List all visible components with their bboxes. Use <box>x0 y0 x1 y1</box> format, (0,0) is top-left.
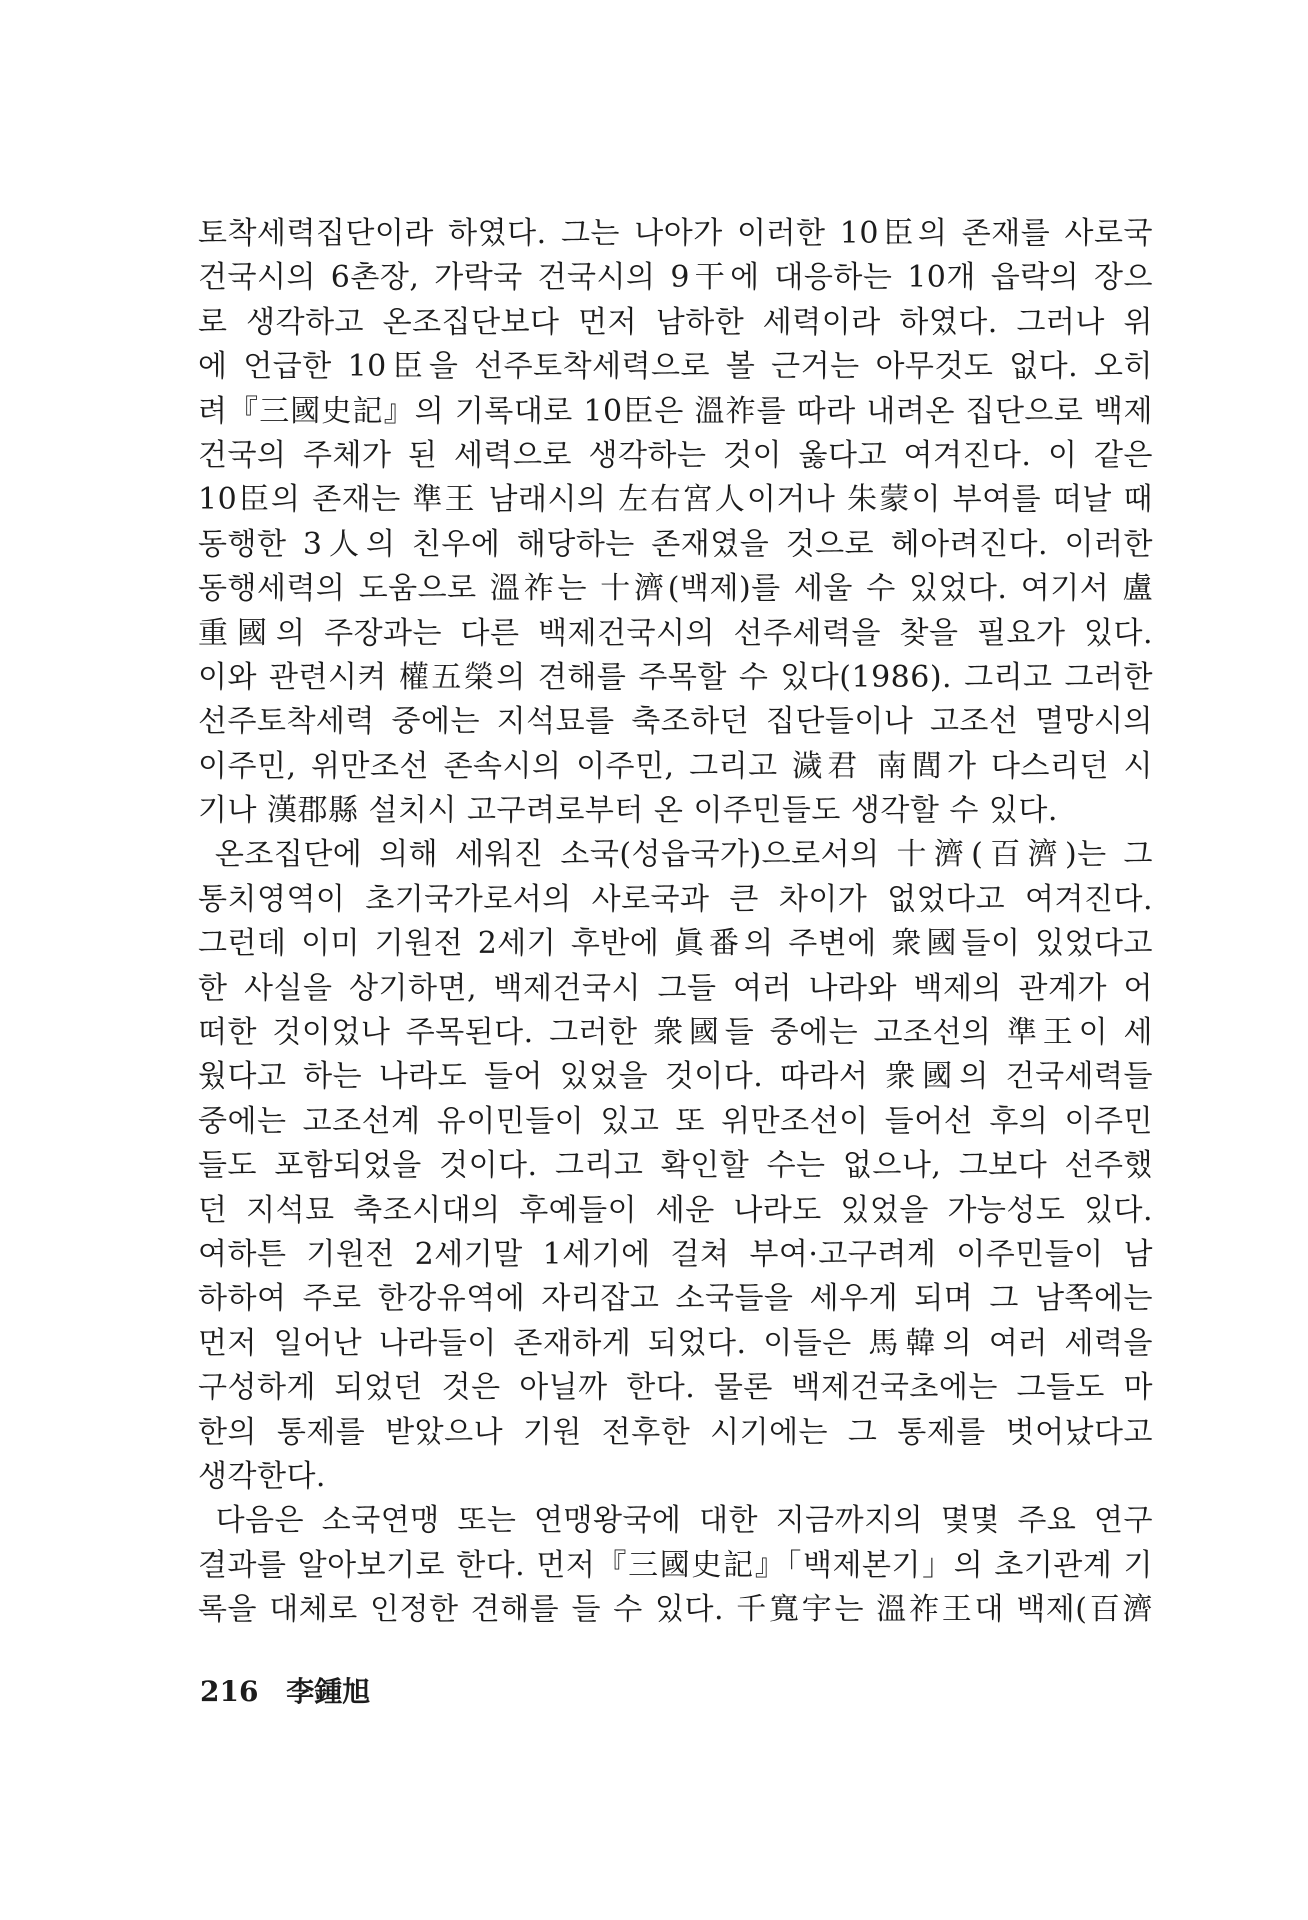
text-line: 이와 관련시켜 權五榮의 견해를 주목할 수 있다(1986). 그리고 그러한 <box>198 659 1153 695</box>
text-line: 그런데 이미 기원전 2세기 후반에 眞番의 주변에 衆國들이 있었다고 <box>198 926 1153 962</box>
text-line: 웠다고 하는 나라도 들어 있었을 것이다. 따라서 衆國의 건국세력들 <box>198 1059 1153 1095</box>
text-line: 중에는 고조선계 유이민들이 있고 또 위만조선이 들어선 후의 이주민 <box>198 1103 1153 1139</box>
text-line: 하하여 주로 한강유역에 자리잡고 소국들을 세우게 되며 그 남쪽에는 <box>198 1281 1153 1317</box>
page-number: 216 <box>200 1675 259 1708</box>
text-line: 기나 漢郡縣 설치시 고구려로부터 온 이주민들도 생각할 수 있다. <box>198 793 1058 829</box>
text-line: 동행세력의 도움으로 溫祚는 十濟(백제)를 세울 수 있었다. 여기서 盧 <box>198 571 1153 607</box>
text-line: 떠한 것이었나 주목된다. 그러한 衆國들 중에는 고조선의 準王이 세 <box>198 1015 1153 1051</box>
text-line: 한 사실을 상기하면, 백제건국시 그들 여러 나라와 백제의 관계가 어 <box>198 970 1153 1006</box>
text-line: 한의 통제를 받았으나 기원 전후한 시기에는 그 통제를 벗어났다고 <box>198 1414 1153 1450</box>
text-line: 온조집단에 의해 세워진 소국(성읍국가)으로서의 十濟(百濟)는 그 <box>198 837 1153 873</box>
text-line: 통치영역이 초기국가로서의 사로국과 큰 차이가 없었다고 여겨진다. <box>198 881 1153 917</box>
text-line: 록을 대체로 인정한 견해를 들 수 있다. 千寬宇는 溫祚王대 백제(百濟 <box>198 1592 1153 1628</box>
text-line: 에 언급한 10臣을 선주토착세력으로 볼 근거는 아무것도 없다. 오히 <box>198 349 1153 385</box>
body-text <box>198 212 1153 1633</box>
text-line: 먼저 일어난 나라들이 존재하게 되었다. 이들은 馬韓의 여러 세력을 <box>198 1325 1153 1361</box>
page-footer <box>200 1670 370 1710</box>
text-line: 로 생각하고 온조집단보다 먼저 남하한 세력이라 하였다. 그러나 위 <box>198 304 1153 340</box>
text-line: 건국의 주체가 된 세력으로 생각하는 것이 옳다고 여겨진다. 이 같은 <box>198 437 1153 473</box>
text-line: 던 지석묘 축조시대의 후예들이 세운 나라도 있었을 가능성도 있다. <box>198 1192 1153 1228</box>
text-line: 이주민, 위만조선 존속시의 이주민, 그리고 濊君 南閭가 다스리던 시 <box>198 748 1153 784</box>
text-line: 들도 포함되었을 것이다. 그리고 확인할 수는 없으나, 그보다 선주했 <box>198 1148 1153 1184</box>
text-line: 10臣의 존재는 準王 남래시의 左右宮人이거나 朱蒙이 부여를 떠날 때 <box>198 482 1153 518</box>
text-line: 결과를 알아보기로 한다. 먼저『三國史記』「백제본기」의 초기관계 기 <box>198 1547 1153 1583</box>
text-line: 생각한다. <box>198 1458 326 1494</box>
text-line: 여하튼 기원전 2세기말 1세기에 걸쳐 부여·고구려계 이주민들이 남 <box>198 1236 1153 1272</box>
text-line: 구성하게 되었던 것은 아닐까 한다. 물론 백제건국초에는 그들도 마 <box>198 1370 1153 1406</box>
author-name: 李鍾旭 <box>286 1675 371 1708</box>
text-line: 重國의 주장과는 다른 백제건국시의 선주세력을 찾을 필요가 있다. <box>198 615 1153 651</box>
text-line: 건국시의 6촌장, 가락국 건국시의 9干에 대응하는 10개 읍락의 장으 <box>198 260 1153 296</box>
text-line: 선주토착세력 중에는 지석묘를 축조하던 집단들이나 고조선 멸망시의 <box>198 704 1153 740</box>
text-line: 다음은 소국연맹 또는 연맹왕국에 대한 지금까지의 몇몇 주요 연구 <box>198 1503 1153 1539</box>
text-line: 려『三國史記』의 기록대로 10臣은 溫祚를 따라 내려온 집단으로 백제 <box>198 393 1153 429</box>
text-line: 토착세력집단이라 하였다. 그는 나아가 이러한 10臣의 존재를 사로국 <box>198 216 1153 251</box>
text-line: 동행한 3人의 친우에 해당하는 존재였을 것으로 헤아려진다. 이러한 <box>198 526 1153 562</box>
